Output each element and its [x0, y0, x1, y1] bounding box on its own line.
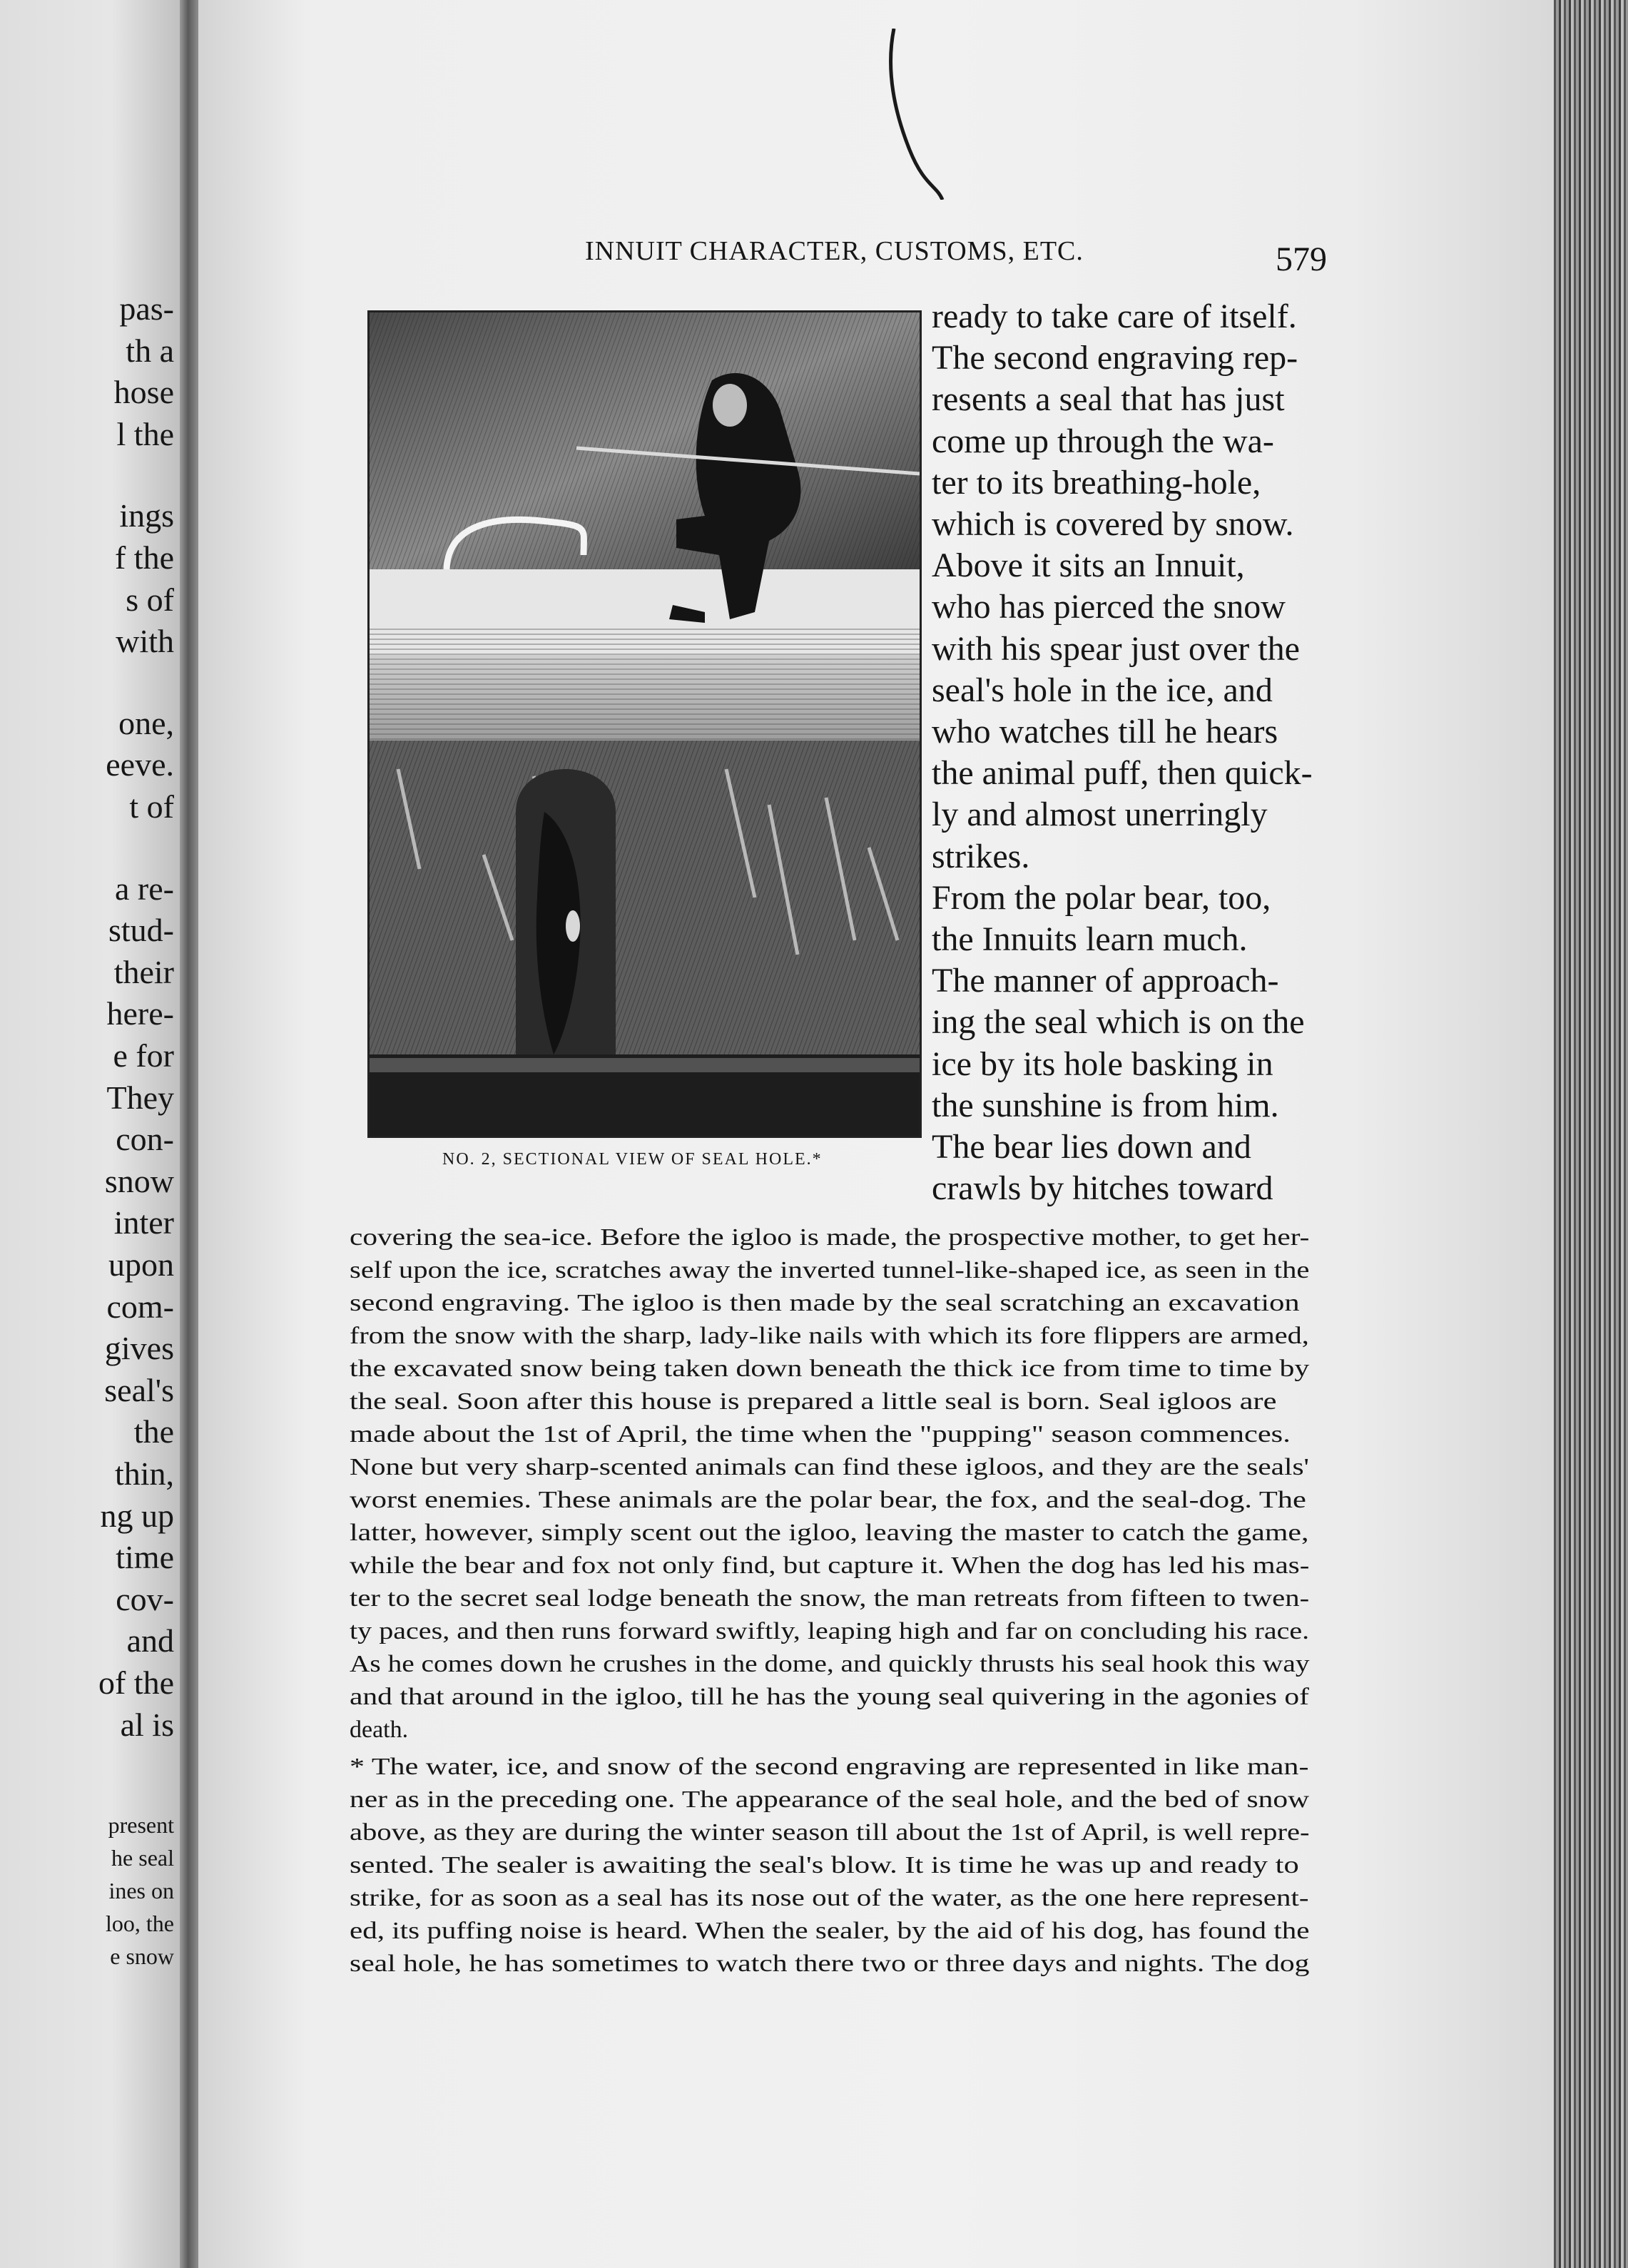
column-text-line: seal's hole in the ice, and: [932, 671, 1273, 709]
body-text-line: and that around in the igloo, till he has the young seal quivering in the agonies of: [350, 1684, 1309, 1710]
column-text-line: The second engraving rep-: [932, 339, 1298, 377]
left-page-fragment-line: inter: [113, 1204, 174, 1241]
column-text-line: with his spear just over the: [932, 629, 1300, 668]
footnote-line: strike, for as soon as a seal has its nose out of the water, as the one here represent-: [350, 1885, 1309, 1911]
footnote-line: sented. The sealer is awaiting the seal's blow. It is time he was up and ready to: [350, 1852, 1299, 1878]
paper-crease-mark: [881, 29, 945, 200]
column-text-line: crawls by hitches toward: [932, 1169, 1273, 1208]
engraving-illustration: [370, 312, 920, 1136]
left-page-fragment-line: thin,: [114, 1455, 174, 1492]
column-text-line: From the polar bear, too,: [932, 878, 1271, 917]
left-page-fragment-line: gives: [104, 1330, 174, 1367]
left-page-small-line: ines on: [108, 1878, 174, 1903]
body-text-line: worst enemies. These animals are the polar bear, the fox, and the seal-dog. The: [350, 1487, 1306, 1513]
footnote-line: above, as they are during the winter season till about the 1st of April, is well repre-: [350, 1819, 1310, 1846]
column-text-line: ter to its breathing-hole,: [932, 463, 1261, 502]
page-edge-stack: [1554, 0, 1628, 2268]
book-gutter: [180, 0, 198, 2268]
left-page-fragment-line: l the: [116, 415, 174, 452]
left-page-fragment-line: here-: [106, 995, 174, 1032]
column-text-line: which is covered by snow.: [932, 505, 1294, 543]
column-text-line: who watches till he hears: [932, 713, 1278, 751]
column-text-line: come up through the wa-: [932, 422, 1274, 460]
left-page-fragment-line: al is: [120, 1706, 174, 1743]
body-text-line: the seal. Soon after this house is prepared a little seal is born. Seal igloos are: [350, 1388, 1277, 1415]
body-text-line: covering the sea-ice. Before the igloo is made, the prospective mother, to get her-: [350, 1224, 1310, 1251]
left-page-fragment-line: th a: [126, 332, 174, 369]
column-text-line: ly and almost unerringly: [932, 795, 1268, 834]
left-page-fragment-line: time: [116, 1539, 174, 1576]
body-text-line: second engraving. The igloo is then made by the seal scratching an excavation: [350, 1290, 1300, 1316]
left-page-fragment-line: of the: [98, 1664, 174, 1701]
footnote-line: ner as in the preceding one. The appearance of the seal hole, and the bed of snow: [350, 1786, 1310, 1813]
column-text-line: The bear lies down and: [932, 1128, 1251, 1166]
column-text-line: The manner of approach-: [932, 962, 1279, 1000]
left-page-fragment-line: They: [106, 1079, 174, 1116]
left-page-fragment: [0, 0, 185, 2268]
column-text-line: Above it sits an Innuit,: [932, 546, 1245, 585]
left-page-fragment-line: upon: [108, 1246, 174, 1283]
column-text-line: ing the seal which is on the: [932, 1003, 1305, 1042]
left-page-small-line: he seal: [111, 1845, 174, 1871]
left-page-fragment-line: their: [113, 953, 174, 990]
body-text-line: ter to the secret seal lodge beneath the snow, the man retreats from fifteen to twen-: [350, 1585, 1310, 1612]
left-page-fragment-line: with: [116, 623, 174, 660]
running-head: INNUIT CHARACTER, CUSTOMS, ETC.: [585, 236, 1084, 266]
body-text-line: latter, however, simply scent out the igloo, leaving the master to catch the game,: [350, 1520, 1309, 1546]
left-page-fragment-line: e for: [113, 1037, 174, 1074]
column-text-line: ice by its hole basking in: [932, 1044, 1273, 1083]
body-text-line: death.: [350, 1717, 409, 1743]
column-text-line: who has pierced the snow: [932, 588, 1286, 626]
body-text-line: while the bear and fox not only find, but capture it. When the dog has led his mas-: [350, 1552, 1310, 1579]
left-page-fragment-line: t of: [129, 788, 174, 825]
left-page-fragment-line: a re-: [115, 870, 174, 907]
left-page-fragment-line: f the: [114, 539, 174, 576]
figure-caption: NO. 2, SECTIONAL VIEW OF SEAL HOLE.*: [442, 1150, 823, 1169]
body-text-line: made about the 1st of April, the time when the "pupping" season commences.: [350, 1421, 1291, 1448]
left-page-fragment-line: stud-: [108, 912, 174, 949]
engraving-seal-hole: [367, 310, 922, 1138]
left-page-fragment-line: one,: [118, 704, 174, 741]
left-page-fragment-line: com-: [106, 1288, 174, 1325]
footnote-line: ed, its puffing noise is heard. When the sealer, by the aid of his dog, has found the: [350, 1918, 1310, 1944]
page-number: 579: [1276, 240, 1327, 278]
column-text-line: ready to take care of itself.: [932, 298, 1297, 335]
left-page-small-line: present: [108, 1812, 174, 1838]
left-page-fragment-line: and: [126, 1622, 174, 1659]
left-page-fragment-line: con-: [116, 1121, 174, 1158]
left-page-fragment-line: pas-: [119, 290, 174, 327]
left-page-fragment-line: eeve.: [106, 746, 174, 783]
footnote-line: * The water, ice, and snow of the second engraving are represented in like man-: [350, 1754, 1309, 1780]
column-text-line: the animal puff, then quick-: [932, 754, 1313, 793]
column-text-line: resents a seal that has just: [932, 380, 1285, 419]
left-page-small-line: e snow: [110, 1943, 174, 1969]
body-text-line: ty paces, and then runs forward swiftly, leaping high and far on concluding his race.: [350, 1618, 1310, 1644]
left-page-fragment-line: seal's: [104, 1371, 174, 1408]
left-page-fragment-line: ings: [119, 497, 174, 534]
body-text-line: None but very sharp-scented animals can find these igloos, and they are the seals': [350, 1454, 1309, 1480]
column-text-line: the Innuits learn much.: [932, 920, 1248, 958]
left-page-small-line: loo, the: [106, 1911, 174, 1936]
body-text-line: self upon the ice, scratches away the inverted tunnel-like-shaped ice, as seen in the: [350, 1257, 1310, 1283]
left-page-fragment-line: snow: [104, 1162, 174, 1199]
column-text-line: the sunshine is from him.: [932, 1086, 1279, 1124]
left-page-fragment-line: hose: [113, 374, 174, 411]
left-page-fragment-line: ng up: [100, 1497, 174, 1534]
footnote-line: seal hole, he has sometimes to watch there two or three days and nights. The dog: [350, 1951, 1310, 1977]
left-page-fragment-line: cov-: [116, 1580, 174, 1617]
body-text-line: from the snow with the sharp, lady-like nails with which its fore flippers are armed,: [350, 1323, 1309, 1349]
body-text-line: As he comes down he crushes in the dome, and quickly thrusts his seal hook this way: [350, 1651, 1310, 1677]
body-text-line: the excavated snow being taken down beneath the thick ice from time to time by: [350, 1356, 1310, 1382]
column-text-line: strikes.: [932, 837, 1030, 875]
left-page-fragment-line: the: [133, 1413, 174, 1450]
left-page-fragment-line: s of: [126, 581, 174, 618]
